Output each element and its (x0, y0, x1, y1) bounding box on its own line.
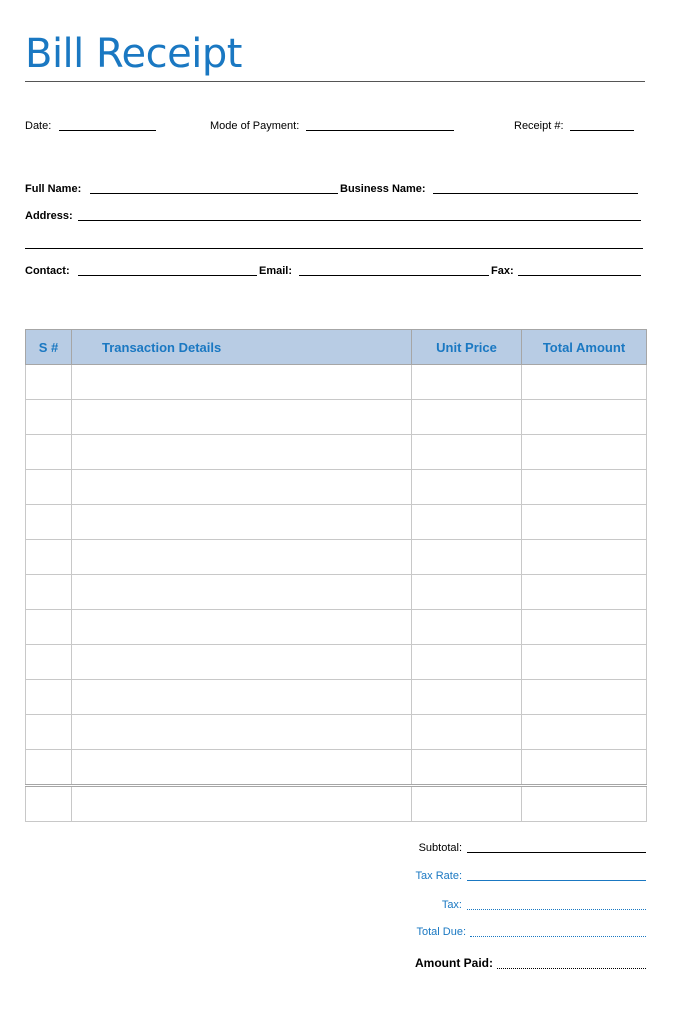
total-amount-cell[interactable] (522, 435, 647, 470)
table-row (26, 610, 647, 645)
total-due-label: Total Due: (416, 926, 466, 938)
transaction-details-cell[interactable] (72, 540, 412, 575)
unit-price-cell[interactable] (412, 786, 522, 822)
address-field[interactable] (78, 220, 641, 221)
transaction-details-cell[interactable] (72, 505, 412, 540)
serial-cell[interactable] (26, 575, 72, 610)
unit-price-cell[interactable] (412, 680, 522, 715)
receipt-number-label: Receipt #: (514, 120, 564, 132)
email-field[interactable] (299, 275, 489, 276)
serial-cell[interactable] (26, 645, 72, 680)
serial-cell[interactable] (26, 610, 72, 645)
table-row (26, 435, 647, 470)
business-name-label: Business Name: (340, 183, 426, 195)
total-amount-cell[interactable] (522, 645, 647, 680)
total-amount-cell[interactable] (522, 715, 647, 750)
total-amount-cell[interactable] (522, 365, 647, 400)
unit-price-cell[interactable] (412, 365, 522, 400)
table-row (26, 786, 647, 822)
tax-rate-field[interactable] (467, 880, 646, 881)
table-row (26, 540, 647, 575)
receipt-number-field[interactable] (570, 130, 634, 131)
table-row (26, 750, 647, 786)
table-row (26, 505, 647, 540)
table-row (26, 400, 647, 435)
contact-field[interactable] (78, 275, 257, 276)
total-amount-cell[interactable] (522, 610, 647, 645)
table-row (26, 715, 647, 750)
transaction-details-cell[interactable] (72, 470, 412, 505)
title-divider (25, 81, 645, 82)
fax-label: Fax: (491, 265, 514, 277)
total-amount-cell[interactable] (522, 540, 647, 575)
serial-cell[interactable] (26, 505, 72, 540)
total-amount-cell[interactable] (522, 786, 647, 822)
transaction-details-cell[interactable] (72, 435, 412, 470)
unit-price-cell[interactable] (412, 750, 522, 786)
transaction-details-cell[interactable] (72, 715, 412, 750)
transaction-details-cell[interactable] (72, 750, 412, 786)
unit-price-cell[interactable] (412, 715, 522, 750)
unit-price-cell[interactable] (412, 435, 522, 470)
amount-paid-field[interactable] (497, 968, 646, 969)
tax-rate-label: Tax Rate: (415, 870, 462, 882)
total-due-field[interactable] (470, 936, 646, 937)
business-name-field[interactable] (433, 193, 638, 194)
unit-price-cell[interactable] (412, 540, 522, 575)
serial-cell[interactable] (26, 786, 72, 822)
total-amount-cell[interactable] (522, 470, 647, 505)
transaction-details-cell[interactable] (72, 680, 412, 715)
table-row (26, 575, 647, 610)
unit-price-cell[interactable] (412, 645, 522, 680)
serial-cell[interactable] (26, 540, 72, 575)
column-header-transaction-details: Transaction Details (72, 330, 412, 365)
serial-cell[interactable] (26, 400, 72, 435)
amount-paid-label: Amount Paid: (415, 956, 493, 970)
unit-price-cell[interactable] (412, 400, 522, 435)
mode-of-payment-label: Mode of Payment: (210, 120, 300, 132)
unit-price-cell[interactable] (412, 470, 522, 505)
column-header-total-amount: Total Amount (522, 330, 647, 365)
transaction-details-cell[interactable] (72, 645, 412, 680)
table-row (26, 680, 647, 715)
total-amount-cell[interactable] (522, 680, 647, 715)
mode-of-payment-field[interactable] (306, 130, 454, 131)
table-header-row (26, 330, 647, 365)
email-label: Email: (259, 265, 293, 277)
total-amount-cell[interactable] (522, 505, 647, 540)
column-header-serial: S # (26, 330, 72, 365)
fax-field[interactable] (518, 275, 641, 276)
unit-price-cell[interactable] (412, 505, 522, 540)
subtotal-field[interactable] (467, 852, 646, 853)
address-label: Address: (25, 210, 73, 222)
serial-cell[interactable] (26, 435, 72, 470)
serial-cell[interactable] (26, 750, 72, 786)
unit-price-cell[interactable] (412, 610, 522, 645)
transaction-details-cell[interactable] (72, 786, 412, 822)
contact-label: Contact: (25, 265, 70, 277)
serial-cell[interactable] (26, 680, 72, 715)
table-row (26, 470, 647, 505)
column-header-unit-price: Unit Price (412, 330, 522, 365)
transaction-details-cell[interactable] (72, 610, 412, 645)
full-name-field[interactable] (90, 193, 338, 194)
tax-field[interactable] (467, 909, 646, 910)
total-amount-cell[interactable] (522, 400, 647, 435)
transaction-table (25, 329, 647, 822)
table-row (26, 365, 647, 400)
subtotal-label: Subtotal: (418, 842, 462, 854)
serial-cell[interactable] (26, 715, 72, 750)
total-amount-cell[interactable] (522, 750, 647, 786)
transaction-details-cell[interactable] (72, 400, 412, 435)
address-field-line-2[interactable] (25, 248, 643, 249)
date-label: Date: (25, 120, 52, 132)
transaction-details-cell[interactable] (72, 365, 412, 400)
total-amount-cell[interactable] (522, 575, 647, 610)
unit-price-cell[interactable] (412, 575, 522, 610)
serial-cell[interactable] (26, 470, 72, 505)
page-title: Bill Receipt (25, 31, 242, 77)
table-row (26, 645, 647, 680)
date-field[interactable] (59, 130, 156, 131)
tax-label: Tax: (441, 899, 462, 911)
full-name-label: Full Name: (25, 183, 82, 195)
serial-cell[interactable] (26, 365, 72, 400)
transaction-details-cell[interactable] (72, 575, 412, 610)
